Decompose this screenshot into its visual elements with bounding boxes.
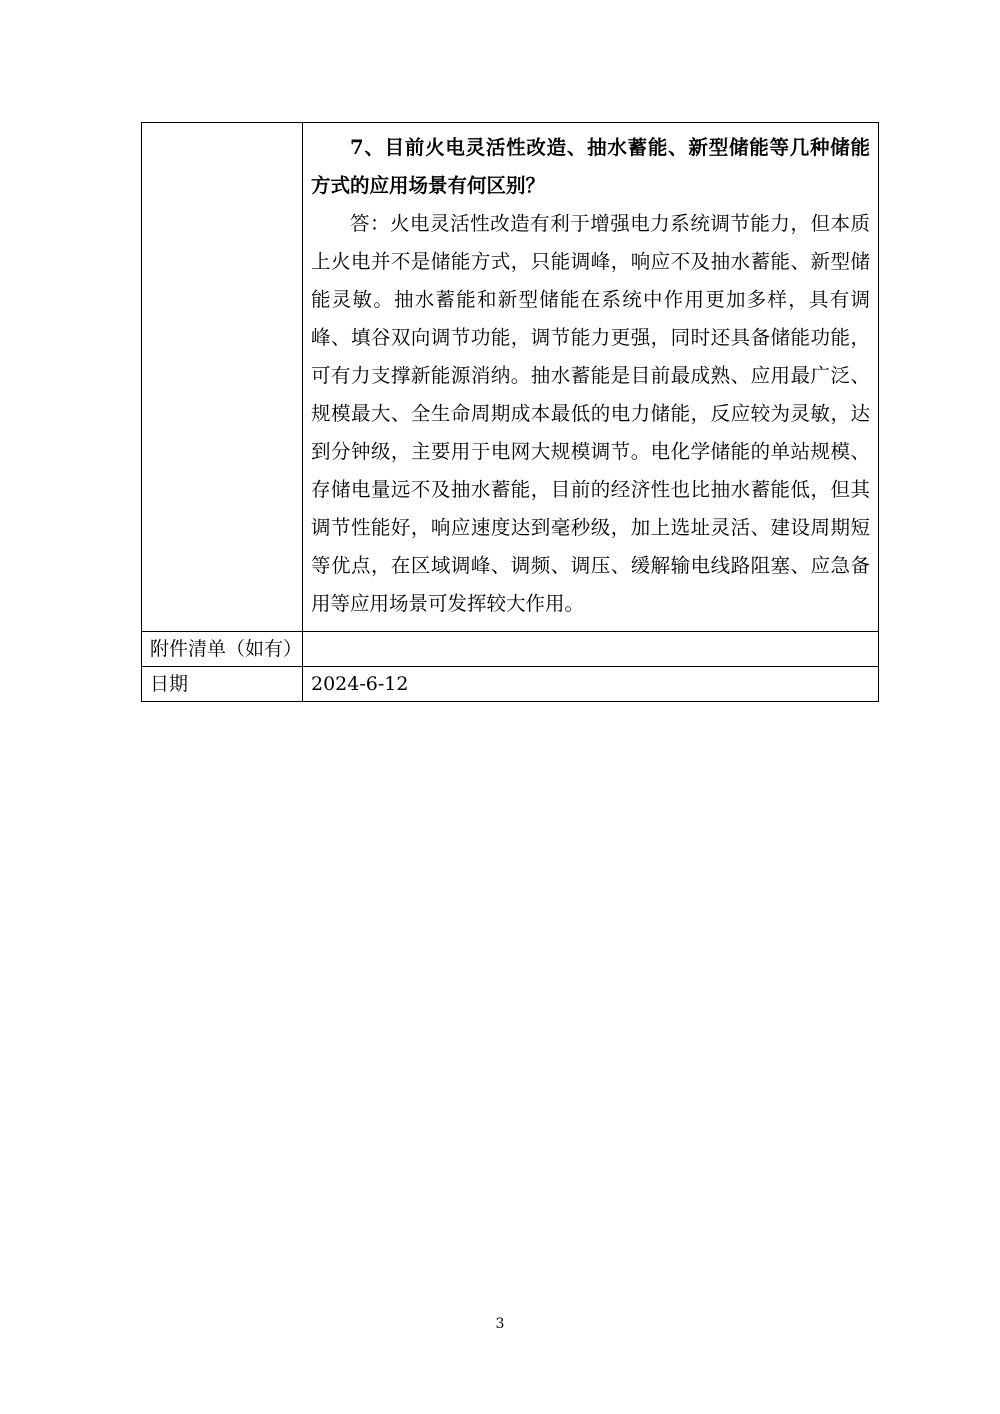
answer-text: 答：火电灵活性改造有利于增强电力系统调节能力，但本质上火电并不是储能方式，只能调峰，响应不及抽水蓄能、新型储能灵敏。抽水蓄能和新型储能在系统中作用更加多样，具有调峰、填谷双向调节功能，调节能力更强，同时还具备储能功能，可有力支撑新能源消纳。抽水蓄能是目前最成熟、应用最广泛、规模最大、全生命周期成本最低的电力储能，反应较为灵敏，达到分钟级，主要用于电网大规模调节。电化学储能的单站规模、存储电量远不及抽水蓄能，目前的经济性也比抽水蓄能低，但其调节性能好，响应速度达到毫秒级，加上选址灵活、建设周期短等优点，在区域调峰、调频、调压、缓解输电线路阻塞、应急备用等应用场景可发挥较大作用。 — [311, 212, 870, 615]
content-label-cell — [142, 123, 303, 632]
date-row — [142, 667, 879, 702]
attachments-label: 附件清单（如有） — [142, 632, 303, 667]
page-number: 3 — [495, 1316, 505, 1332]
content-cell — [303, 123, 879, 632]
date-label: 日期 — [142, 667, 303, 702]
attachments-value — [303, 632, 879, 667]
question-text: 7、目前火电灵活性改造、抽水蓄能、新型储能等几种储能方式的应用场景有何区别？ — [311, 136, 870, 197]
content-row — [142, 123, 879, 632]
date-value: 2024-6-12 — [303, 667, 879, 702]
record-table — [141, 122, 879, 702]
attachments-row — [142, 632, 879, 667]
